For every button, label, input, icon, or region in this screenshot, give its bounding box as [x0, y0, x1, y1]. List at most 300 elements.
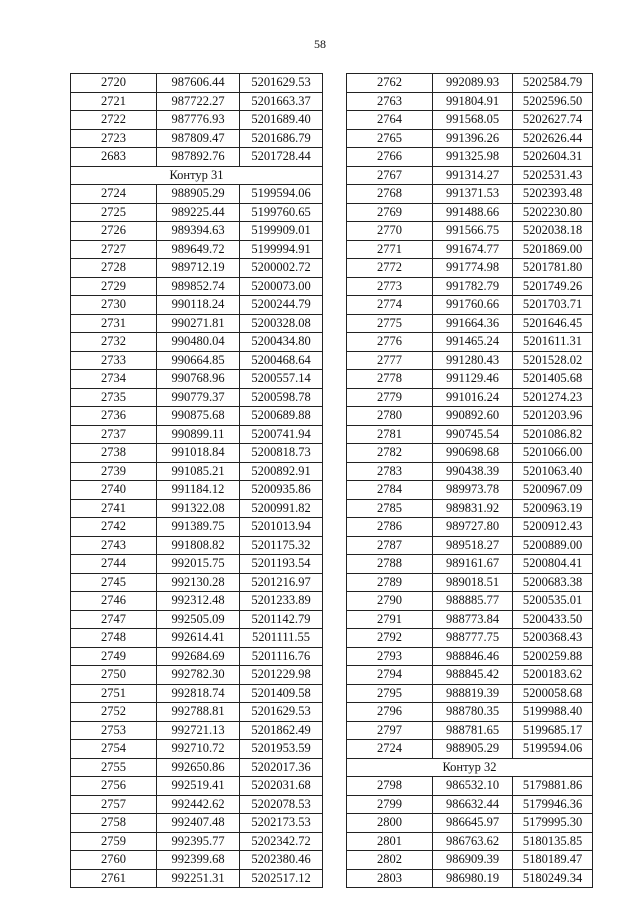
point-number-cell: 2750	[71, 666, 157, 685]
table-row	[347, 740, 593, 759]
point-number-cell: 2736	[71, 407, 157, 426]
x-coordinate-cell: 992251.31	[157, 869, 240, 888]
y-coordinate-cell: 5200058.68	[513, 684, 593, 703]
table-row	[347, 795, 593, 814]
y-coordinate-cell: 5200002.72	[240, 259, 323, 278]
y-coordinate-cell: 5200991.82	[240, 499, 323, 518]
table-row	[71, 610, 323, 629]
x-coordinate-cell: 989649.72	[157, 240, 240, 259]
point-number-cell: 2780	[347, 407, 433, 426]
point-number-cell: 2761	[71, 869, 157, 888]
point-number-cell: 2779	[347, 388, 433, 407]
table-row	[347, 536, 593, 555]
y-coordinate-cell: 5201781.80	[513, 259, 593, 278]
x-coordinate-cell: 989973.78	[433, 481, 513, 500]
point-number-cell: 2791	[347, 610, 433, 629]
y-coordinate-cell: 5201193.54	[240, 555, 323, 574]
point-number-cell: 2747	[71, 610, 157, 629]
table-row	[347, 555, 593, 574]
y-coordinate-cell: 5202031.68	[240, 777, 323, 796]
y-coordinate-cell: 5200912.43	[513, 518, 593, 537]
x-coordinate-cell: 991488.66	[433, 203, 513, 222]
y-coordinate-cell: 5200967.09	[513, 481, 593, 500]
point-number-cell: 2784	[347, 481, 433, 500]
x-coordinate-cell: 990438.39	[433, 462, 513, 481]
y-coordinate-cell: 5199988.40	[513, 703, 593, 722]
table-row	[347, 388, 593, 407]
point-number-cell: 2733	[71, 351, 157, 370]
point-number-cell: 2801	[347, 832, 433, 851]
y-coordinate-cell: 5179946.36	[513, 795, 593, 814]
y-coordinate-cell: 5201063.40	[513, 462, 593, 481]
x-coordinate-cell: 991804.91	[433, 92, 513, 111]
x-coordinate-cell: 991664.36	[433, 314, 513, 333]
y-coordinate-cell: 5201216.97	[240, 573, 323, 592]
y-coordinate-cell: 5200683.38	[513, 573, 593, 592]
x-coordinate-cell: 987892.76	[157, 148, 240, 167]
x-coordinate-cell: 992407.48	[157, 814, 240, 833]
table-row	[71, 777, 323, 796]
point-number-cell: 2797	[347, 721, 433, 740]
y-coordinate-cell: 5200818.73	[240, 444, 323, 463]
table-row	[71, 74, 323, 93]
point-number-cell: 2725	[71, 203, 157, 222]
point-number-cell: 2771	[347, 240, 433, 259]
point-number-cell: 2774	[347, 296, 433, 315]
x-coordinate-cell: 992442.62	[157, 795, 240, 814]
x-coordinate-cell: 990768.96	[157, 370, 240, 389]
table-row	[71, 92, 323, 111]
table-row	[347, 185, 593, 204]
table-row	[347, 129, 593, 148]
x-coordinate-cell: 987606.44	[157, 74, 240, 93]
y-coordinate-cell: 5201629.53	[240, 703, 323, 722]
coordinates-table-left	[70, 73, 323, 888]
table-row	[347, 481, 593, 500]
point-number-cell: 2726	[71, 222, 157, 241]
y-coordinate-cell: 5200468.64	[240, 351, 323, 370]
table-row	[347, 74, 593, 93]
y-coordinate-cell: 5199594.06	[513, 740, 593, 759]
y-coordinate-cell: 5202596.50	[513, 92, 593, 111]
point-number-cell: 2798	[347, 777, 433, 796]
y-coordinate-cell: 5202531.43	[513, 166, 593, 185]
y-coordinate-cell: 5201749.26	[513, 277, 593, 296]
y-coordinate-cell: 5201086.82	[513, 425, 593, 444]
point-number-cell: 2785	[347, 499, 433, 518]
x-coordinate-cell: 992312.48	[157, 592, 240, 611]
point-number-cell: 2778	[347, 370, 433, 389]
x-coordinate-cell: 990899.11	[157, 425, 240, 444]
table-row	[71, 481, 323, 500]
x-coordinate-cell: 988885.77	[433, 592, 513, 611]
point-number-cell: 2728	[71, 259, 157, 278]
table-row	[347, 314, 593, 333]
coordinates-table-right	[346, 73, 593, 888]
point-number-cell: 2720	[71, 74, 157, 93]
x-coordinate-cell: 990875.68	[157, 407, 240, 426]
table-row	[71, 666, 323, 685]
x-coordinate-cell: 987809.47	[157, 129, 240, 148]
x-coordinate-cell: 992519.41	[157, 777, 240, 796]
point-number-cell: 2723	[71, 129, 157, 148]
table-row	[71, 425, 323, 444]
y-coordinate-cell: 5201116.76	[240, 647, 323, 666]
x-coordinate-cell: 988846.46	[433, 647, 513, 666]
point-number-cell: 2775	[347, 314, 433, 333]
table-row	[71, 555, 323, 574]
contour-header-row	[347, 758, 593, 777]
x-coordinate-cell: 991314.27	[433, 166, 513, 185]
table-row	[71, 869, 323, 888]
table-row	[71, 647, 323, 666]
table-row	[347, 869, 593, 888]
y-coordinate-cell: 5201175.32	[240, 536, 323, 555]
y-coordinate-cell: 5201013.94	[240, 518, 323, 537]
y-coordinate-cell: 5202604.31	[513, 148, 593, 167]
x-coordinate-cell: 992782.30	[157, 666, 240, 685]
y-coordinate-cell: 5202517.12	[240, 869, 323, 888]
y-coordinate-cell: 5202380.46	[240, 851, 323, 870]
x-coordinate-cell: 992710.72	[157, 740, 240, 759]
y-coordinate-cell: 5201229.98	[240, 666, 323, 685]
y-coordinate-cell: 5180189.47	[513, 851, 593, 870]
table-row	[347, 851, 593, 870]
point-number-cell: 2744	[71, 555, 157, 574]
point-number-cell: 2762	[347, 74, 433, 93]
y-coordinate-cell: 5200598.78	[240, 388, 323, 407]
x-coordinate-cell: 991568.05	[433, 111, 513, 130]
x-coordinate-cell: 987776.93	[157, 111, 240, 130]
point-number-cell: 2794	[347, 666, 433, 685]
table-row	[347, 721, 593, 740]
x-coordinate-cell: 991085.21	[157, 462, 240, 481]
table-row	[71, 351, 323, 370]
table-row	[347, 425, 593, 444]
point-number-cell: 2776	[347, 333, 433, 352]
point-number-cell: 2789	[347, 573, 433, 592]
x-coordinate-cell: 988781.65	[433, 721, 513, 740]
y-coordinate-cell: 5201703.71	[513, 296, 593, 315]
point-number-cell: 2727	[71, 240, 157, 259]
y-coordinate-cell: 5201528.02	[513, 351, 593, 370]
table-row	[71, 222, 323, 241]
point-number-cell: 2803	[347, 869, 433, 888]
point-number-cell: 2748	[71, 629, 157, 648]
y-coordinate-cell: 5201405.68	[513, 370, 593, 389]
point-number-cell: 2745	[71, 573, 157, 592]
y-coordinate-cell: 5202627.74	[513, 111, 593, 130]
table-row	[71, 444, 323, 463]
table-row	[71, 758, 323, 777]
y-coordinate-cell: 5201409.58	[240, 684, 323, 703]
table-row	[71, 462, 323, 481]
table-row	[347, 518, 593, 537]
point-number-cell: 2777	[347, 351, 433, 370]
x-coordinate-cell: 992788.81	[157, 703, 240, 722]
x-coordinate-cell: 992089.93	[433, 74, 513, 93]
point-number-cell: 2765	[347, 129, 433, 148]
point-number-cell: 2731	[71, 314, 157, 333]
table-row	[71, 148, 323, 167]
x-coordinate-cell: 992818.74	[157, 684, 240, 703]
x-coordinate-cell: 988777.75	[433, 629, 513, 648]
x-coordinate-cell: 989394.63	[157, 222, 240, 241]
point-number-cell: 2770	[347, 222, 433, 241]
point-number-cell: 2730	[71, 296, 157, 315]
point-number-cell: 2759	[71, 832, 157, 851]
point-number-cell: 2769	[347, 203, 433, 222]
point-number-cell: 2721	[71, 92, 157, 111]
y-coordinate-cell: 5201111.55	[240, 629, 323, 648]
point-number-cell: 2752	[71, 703, 157, 722]
x-coordinate-cell: 990664.85	[157, 351, 240, 370]
y-coordinate-cell: 5201689.40	[240, 111, 323, 130]
table-row	[347, 111, 593, 130]
x-coordinate-cell: 992399.68	[157, 851, 240, 870]
point-number-cell: 2754	[71, 740, 157, 759]
table-row	[347, 203, 593, 222]
point-number-cell: 2742	[71, 518, 157, 537]
x-coordinate-cell: 991322.08	[157, 499, 240, 518]
y-coordinate-cell: 5202038.18	[513, 222, 593, 241]
x-coordinate-cell: 987722.27	[157, 92, 240, 111]
table-row	[71, 832, 323, 851]
x-coordinate-cell: 991371.53	[433, 185, 513, 204]
x-coordinate-cell: 991018.84	[157, 444, 240, 463]
point-number-cell: 2753	[71, 721, 157, 740]
y-coordinate-cell: 5202230.80	[513, 203, 593, 222]
table-row	[347, 703, 593, 722]
table-row	[71, 573, 323, 592]
x-coordinate-cell: 991465.24	[433, 333, 513, 352]
x-coordinate-cell: 991396.26	[433, 129, 513, 148]
table-row	[71, 629, 323, 648]
x-coordinate-cell: 992684.69	[157, 647, 240, 666]
x-coordinate-cell: 989852.74	[157, 277, 240, 296]
point-number-cell: 2796	[347, 703, 433, 722]
point-number-cell: 2788	[347, 555, 433, 574]
y-coordinate-cell: 5200434.80	[240, 333, 323, 352]
x-coordinate-cell: 991129.46	[433, 370, 513, 389]
y-coordinate-cell: 5201646.45	[513, 314, 593, 333]
y-coordinate-cell: 5200073.00	[240, 277, 323, 296]
table-row	[71, 277, 323, 296]
table-row	[347, 573, 593, 592]
y-coordinate-cell: 5199760.65	[240, 203, 323, 222]
point-number-cell: 2793	[347, 647, 433, 666]
x-coordinate-cell: 991325.98	[433, 148, 513, 167]
x-coordinate-cell: 991016.24	[433, 388, 513, 407]
page-number: 58	[314, 37, 326, 51]
y-coordinate-cell: 5201953.59	[240, 740, 323, 759]
x-coordinate-cell: 991808.82	[157, 536, 240, 555]
y-coordinate-cell: 5201203.96	[513, 407, 593, 426]
y-coordinate-cell: 5202173.53	[240, 814, 323, 833]
y-coordinate-cell: 5200892.91	[240, 462, 323, 481]
x-coordinate-cell: 990271.81	[157, 314, 240, 333]
y-coordinate-cell: 5201611.31	[513, 333, 593, 352]
x-coordinate-cell: 986645.97	[433, 814, 513, 833]
y-coordinate-cell: 5201862.49	[240, 721, 323, 740]
table-row	[347, 166, 593, 185]
point-number-cell: 2751	[71, 684, 157, 703]
table-row	[347, 610, 593, 629]
y-coordinate-cell: 5200804.41	[513, 555, 593, 574]
x-coordinate-cell: 986980.19	[433, 869, 513, 888]
y-coordinate-cell: 5180135.85	[513, 832, 593, 851]
y-coordinate-cell: 5202393.48	[513, 185, 593, 204]
table-row	[71, 203, 323, 222]
x-coordinate-cell: 991774.98	[433, 259, 513, 278]
table-row	[347, 148, 593, 167]
table-row	[347, 832, 593, 851]
table-row	[71, 370, 323, 389]
point-number-cell: 2740	[71, 481, 157, 500]
table-row	[347, 407, 593, 426]
x-coordinate-cell: 990480.04	[157, 333, 240, 352]
table-row	[347, 499, 593, 518]
y-coordinate-cell: 5180249.34	[513, 869, 593, 888]
point-number-cell: 2783	[347, 462, 433, 481]
point-number-cell: 2772	[347, 259, 433, 278]
contour-label: Контур 32	[347, 758, 593, 777]
x-coordinate-cell: 989518.27	[433, 536, 513, 555]
x-coordinate-cell: 990745.54	[433, 425, 513, 444]
y-coordinate-cell: 5199594.06	[240, 185, 323, 204]
x-coordinate-cell: 986632.44	[433, 795, 513, 814]
table-row	[71, 240, 323, 259]
x-coordinate-cell: 992505.09	[157, 610, 240, 629]
point-number-cell: 2737	[71, 425, 157, 444]
table-row	[347, 222, 593, 241]
table-row	[71, 536, 323, 555]
point-number-cell: 2773	[347, 277, 433, 296]
table-row	[71, 129, 323, 148]
x-coordinate-cell: 991566.75	[433, 222, 513, 241]
table-row	[71, 314, 323, 333]
point-number-cell: 2741	[71, 499, 157, 518]
x-coordinate-cell: 991389.75	[157, 518, 240, 537]
table-row	[71, 518, 323, 537]
y-coordinate-cell: 5200741.94	[240, 425, 323, 444]
point-number-cell: 2683	[71, 148, 157, 167]
table-row	[347, 666, 593, 685]
x-coordinate-cell: 991760.66	[433, 296, 513, 315]
table-row	[347, 592, 593, 611]
point-number-cell: 2781	[347, 425, 433, 444]
y-coordinate-cell: 5201869.00	[513, 240, 593, 259]
x-coordinate-cell: 989727.80	[433, 518, 513, 537]
table-row	[347, 296, 593, 315]
table-row	[347, 629, 593, 648]
table-row	[71, 592, 323, 611]
x-coordinate-cell: 992015.75	[157, 555, 240, 574]
table-row	[71, 795, 323, 814]
x-coordinate-cell: 989018.51	[433, 573, 513, 592]
x-coordinate-cell: 986532.10	[433, 777, 513, 796]
table-row	[71, 684, 323, 703]
x-coordinate-cell: 988780.35	[433, 703, 513, 722]
table-row	[347, 462, 593, 481]
table-row	[347, 351, 593, 370]
point-number-cell: 2764	[347, 111, 433, 130]
y-coordinate-cell: 5200935.86	[240, 481, 323, 500]
x-coordinate-cell: 991280.43	[433, 351, 513, 370]
point-number-cell: 2724	[347, 740, 433, 759]
table-row	[71, 814, 323, 833]
point-number-cell: 2722	[71, 111, 157, 130]
point-number-cell: 2802	[347, 851, 433, 870]
x-coordinate-cell: 990118.24	[157, 296, 240, 315]
table-row	[71, 499, 323, 518]
x-coordinate-cell: 992395.77	[157, 832, 240, 851]
x-coordinate-cell: 989225.44	[157, 203, 240, 222]
table-row	[347, 777, 593, 796]
table-row	[71, 851, 323, 870]
point-number-cell: 2763	[347, 92, 433, 111]
point-number-cell: 2792	[347, 629, 433, 648]
y-coordinate-cell: 5201686.79	[240, 129, 323, 148]
point-number-cell: 2768	[347, 185, 433, 204]
y-coordinate-cell: 5202584.79	[513, 74, 593, 93]
y-coordinate-cell: 5199685.17	[513, 721, 593, 740]
point-number-cell: 2746	[71, 592, 157, 611]
point-number-cell: 2790	[347, 592, 433, 611]
table-row	[71, 185, 323, 204]
y-coordinate-cell: 5200535.01	[513, 592, 593, 611]
point-number-cell: 2766	[347, 148, 433, 167]
point-number-cell: 2795	[347, 684, 433, 703]
x-coordinate-cell: 990698.68	[433, 444, 513, 463]
y-coordinate-cell: 5200259.88	[513, 647, 593, 666]
x-coordinate-cell: 988819.39	[433, 684, 513, 703]
x-coordinate-cell: 988905.29	[157, 185, 240, 204]
y-coordinate-cell: 5200433.50	[513, 610, 593, 629]
y-coordinate-cell: 5200689.88	[240, 407, 323, 426]
table-row	[71, 407, 323, 426]
y-coordinate-cell: 5200963.19	[513, 499, 593, 518]
table-row	[347, 92, 593, 111]
x-coordinate-cell: 991674.77	[433, 240, 513, 259]
y-coordinate-cell: 5201728.44	[240, 148, 323, 167]
y-coordinate-cell: 5201663.37	[240, 92, 323, 111]
y-coordinate-cell: 5200557.14	[240, 370, 323, 389]
point-number-cell: 2787	[347, 536, 433, 555]
x-coordinate-cell: 992650.86	[157, 758, 240, 777]
table-row	[71, 259, 323, 278]
point-number-cell: 2800	[347, 814, 433, 833]
y-coordinate-cell: 5202342.72	[240, 832, 323, 851]
y-coordinate-cell: 5200368.43	[513, 629, 593, 648]
point-number-cell: 2757	[71, 795, 157, 814]
y-coordinate-cell: 5201274.23	[513, 388, 593, 407]
y-coordinate-cell: 5202626.44	[513, 129, 593, 148]
x-coordinate-cell: 986763.62	[433, 832, 513, 851]
x-coordinate-cell: 988845.42	[433, 666, 513, 685]
y-coordinate-cell: 5202017.36	[240, 758, 323, 777]
y-coordinate-cell: 5179995.30	[513, 814, 593, 833]
x-coordinate-cell: 988773.84	[433, 610, 513, 629]
x-coordinate-cell: 990779.37	[157, 388, 240, 407]
table-row	[347, 277, 593, 296]
table-row	[347, 240, 593, 259]
table-row	[347, 647, 593, 666]
table-row	[71, 703, 323, 722]
table-row	[71, 296, 323, 315]
point-number-cell: 2755	[71, 758, 157, 777]
table-row	[71, 721, 323, 740]
